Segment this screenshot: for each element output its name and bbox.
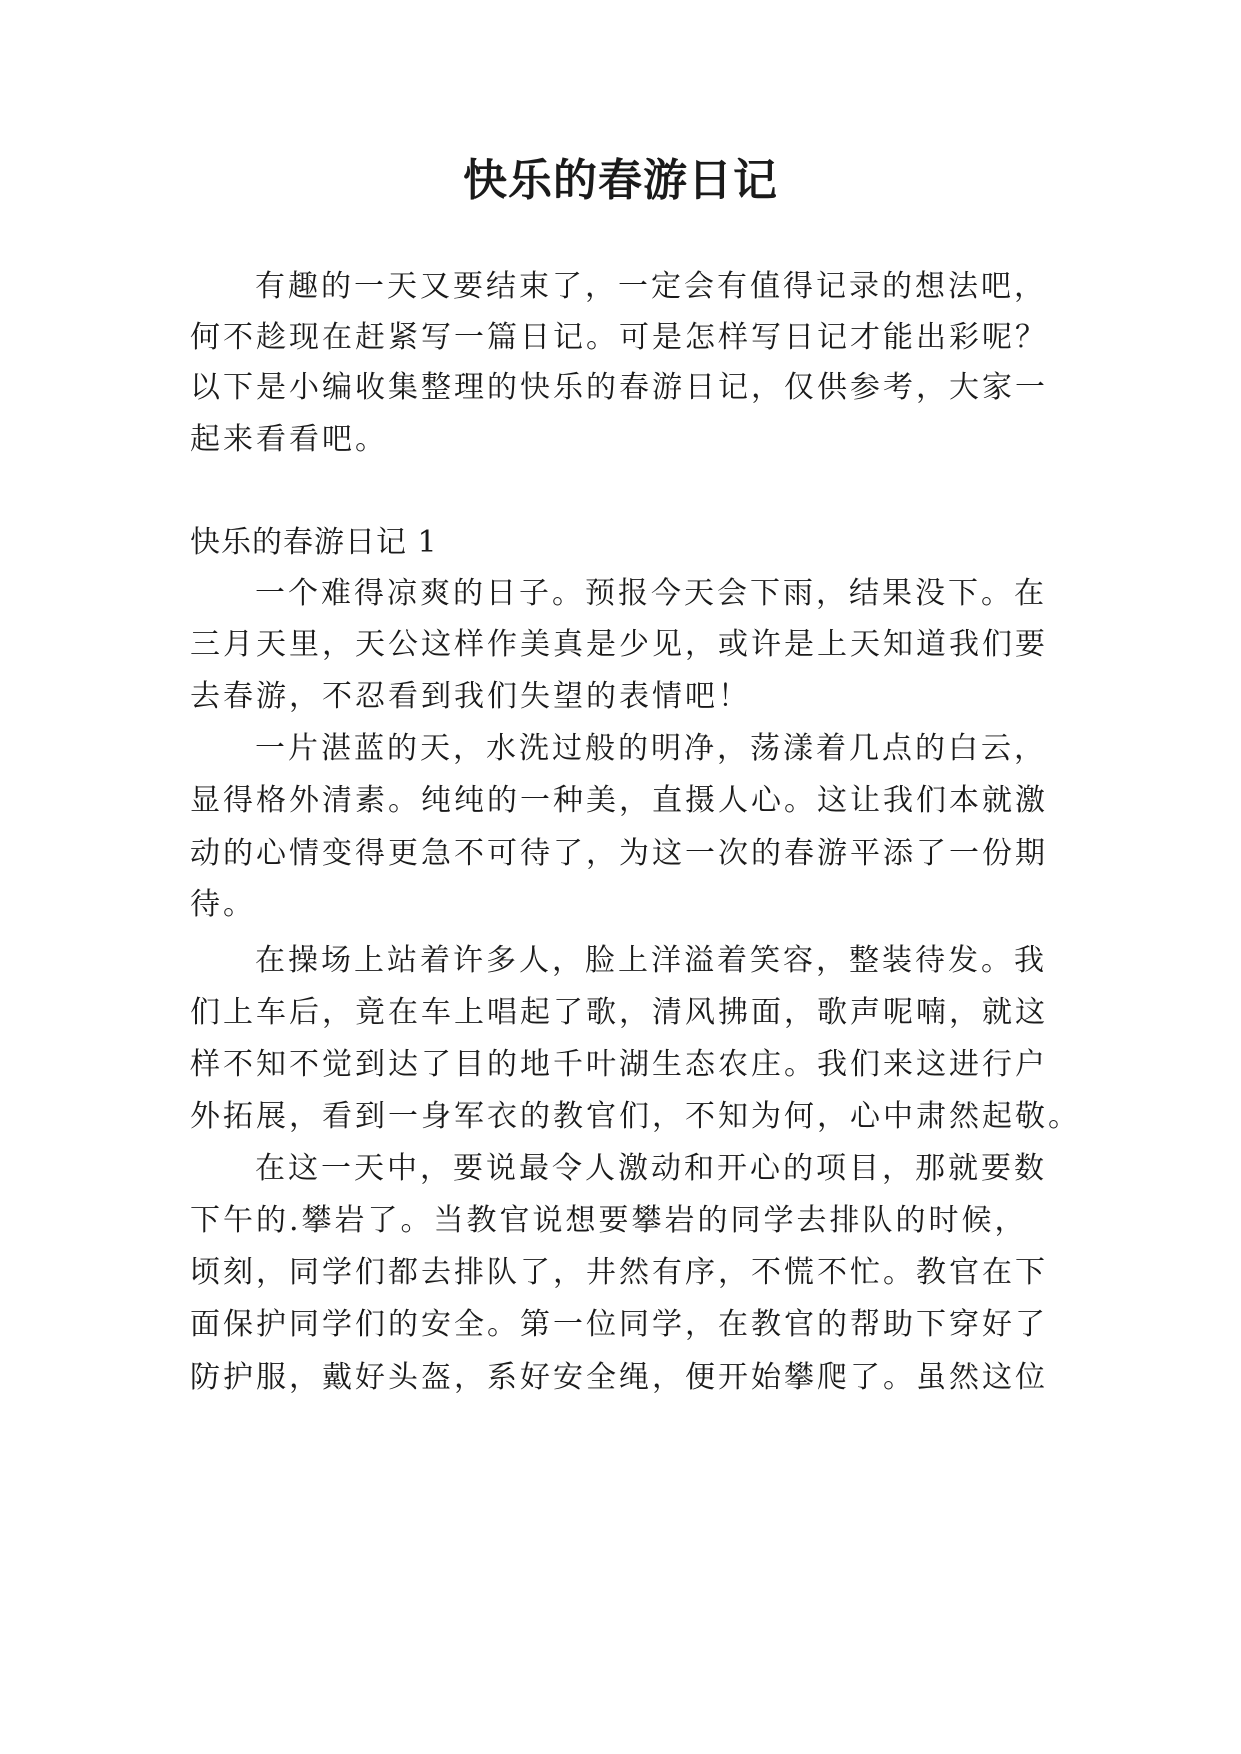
body-line: 去春游，不忍看到我们失望的表情吧！	[190, 679, 751, 714]
body-line: 面保护同学们的安全。第一位同学，在教官的帮助下穿好了	[190, 1307, 1048, 1342]
section-heading: 快乐的春游日记 1	[190, 525, 438, 560]
body-line: 在这一天中，要说最令人激动和开心的项目，那就要数	[255, 1151, 1047, 1186]
body-line: 下午的.攀岩了。当教官说想要攀岩的同学去排队的时候，	[190, 1203, 1028, 1238]
intro-line: 起来看看吧。	[190, 422, 388, 457]
body-line: 动的心情变得更急不可待了，为这一次的春游平添了一份期	[190, 836, 1048, 871]
body-line: 防护服，戴好头盔，系好安全绳，便开始攀爬了。虽然这位	[190, 1360, 1048, 1395]
intro-line: 何不趁现在赶紧写一篇日记。可是怎样写日记才能出彩呢？	[190, 320, 1048, 355]
body-line: 样不知不觉到达了目的地千叶湖生态农庄。我们来这进行户	[190, 1047, 1048, 1082]
intro-line: 有趣的一天又要结束了，一定会有值得记录的想法吧，	[255, 269, 1047, 304]
body-line: 一片湛蓝的天，水洗过般的明净，荡漾着几点的白云，	[255, 731, 1047, 766]
body-line: 外拓展，看到一身军衣的教官们，不知为何，心中肃然起敬。	[190, 1099, 1081, 1134]
body-line: 一个难得凉爽的日子。预报今天会下雨，结果没下。在	[255, 576, 1047, 611]
body-line: 在操场上站着许多人，脸上洋溢着笑容，整装待发。我	[255, 943, 1047, 978]
body-line: 显得格外清素。纯纯的一种美，直摄人心。这让我们本就激	[190, 783, 1048, 818]
body-line: 们上车后，竟在车上唱起了歌，清风拂面，歌声呢喃，就这	[190, 995, 1048, 1030]
body-line: 待。	[190, 887, 256, 922]
intro-line: 以下是小编收集整理的快乐的春游日记，仅供参考，大家一	[190, 370, 1048, 405]
body-line: 三月天里，天公这样作美真是少见，或许是上天知道我们要	[190, 627, 1048, 662]
body-line: 顷刻，同学们都去排队了，井然有序，不慌不忙。教官在下	[190, 1255, 1048, 1290]
document-title: 快乐的春游日记	[463, 155, 778, 206]
